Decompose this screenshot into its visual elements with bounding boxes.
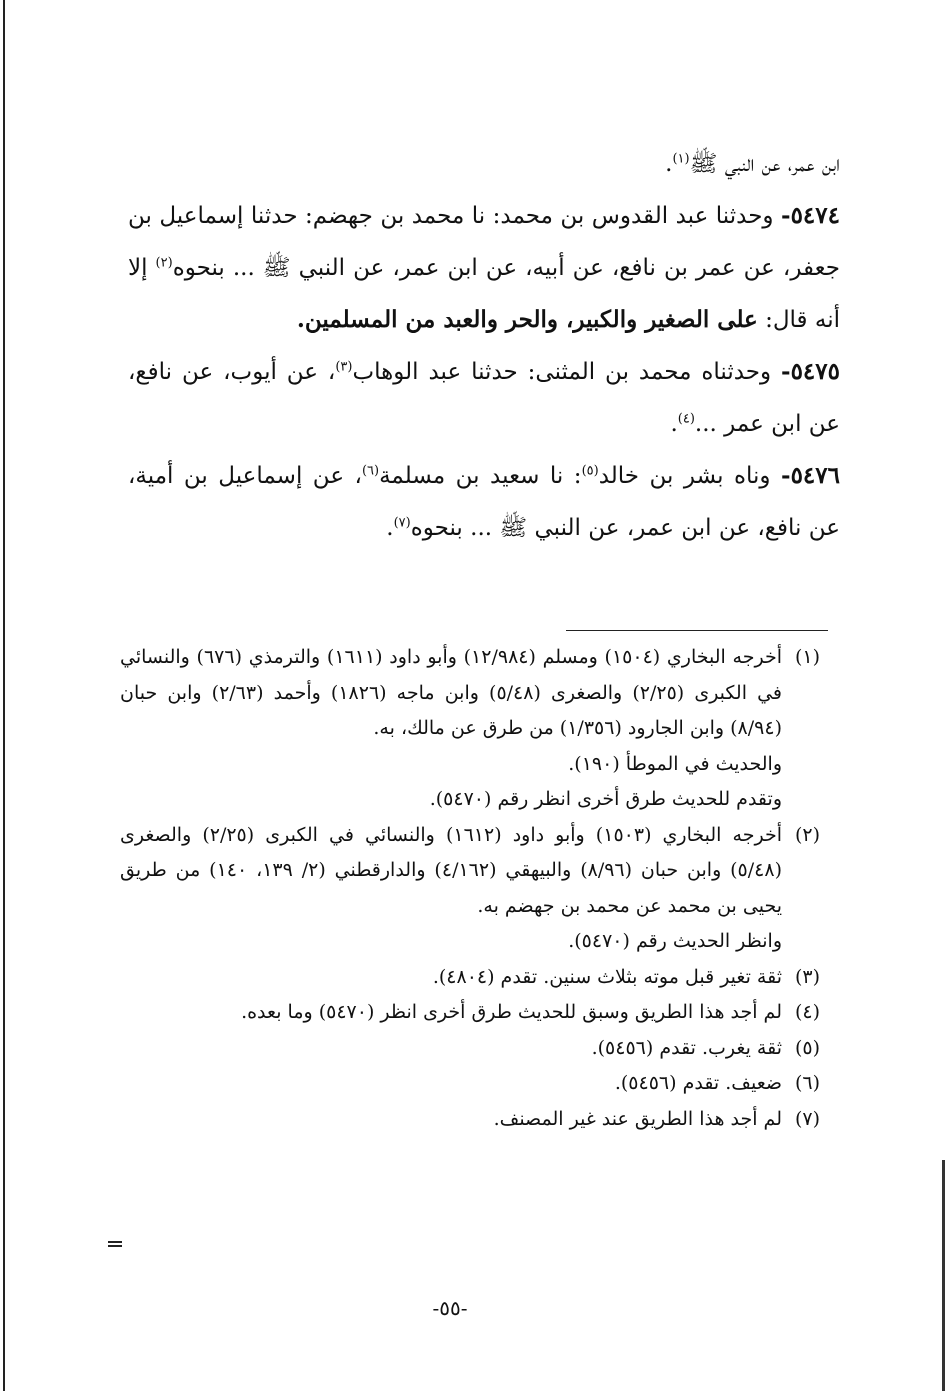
hadith-number: ٥٤٧٥- xyxy=(781,358,840,385)
text-span: ابن عمر، عن النبي ﷺ xyxy=(689,151,840,177)
hadith-text: وحدثنا عبد القدوس بن محمد: نا محمد بن جهضم: حدثنا إسماعيل بن جعفر، عن عمر بن نافع، عن أبيه، عن ابن عمر، عن النبي ﷺ ... بنحوه xyxy=(128,203,840,281)
hadith-text: وحدثناه محمد بن المثنى: حدثنا عبد الوهاب xyxy=(352,359,782,385)
hadith-text: : نا سعيد بن مسلمة xyxy=(379,463,582,489)
footnote-text: وتقدم للحديث طرق أخرى انظر رقم (٥٤٧٠). xyxy=(429,788,782,810)
footnote-text: وانظر الحديث رقم (٥٤٧٠). xyxy=(568,930,782,952)
footnote-text: والحديث في الموطأ (١٩٠). xyxy=(568,752,782,775)
footnote-3 xyxy=(120,960,820,996)
footnote-marker: (٧) xyxy=(794,1107,820,1130)
footnote-text: أخرجه البخاري (١٥٠٤) ومسلم (١٢/٩٨٤) وأبو داود (١٦١١) والترمذي (٦٧٦) والنسائي في الكبرى (٢/٢٥) والصغرى (٥/٤٨) وابن ماجه (١٨٢٦) وأحمد (٢/٦٣) وابن حبان (٨/٩٤) وابن الجارود (١/٣٥٦) من طرق عن مالك، به. xyxy=(120,646,783,739)
footnote-text: أخرجه البخاري (١٥٠٣) وأبو داود (١٦١٢) والنسائي في الكبرى (٢/٢٥) والصغرى (٥/٤٨) وابن حبان (٨/٩٦) والبيهقي (٤/١٦٢) والدارقطني (٢/ ١٣٩، ١٤٠) من طريق يحيى بن محمد عن محمد بن جهضم به. xyxy=(120,823,782,917)
footnote-separator xyxy=(566,630,828,631)
footnotes xyxy=(120,640,820,1137)
footnote-marker: (٢) xyxy=(794,823,820,846)
footnote-ref: (٣) xyxy=(335,359,353,375)
footnote-ref: (١) xyxy=(672,151,690,167)
footnote-ref: (٥) xyxy=(581,463,599,479)
footnote-text: ثقة تغير قبل موته بثلاث سنين. تقدم (٤٨٠٤). xyxy=(432,965,782,988)
footnote-text: لم أجد هذا الطريق وسبق للحديث طرق أخرى انظر (٥٤٧٠) وما بعده. xyxy=(241,1001,782,1023)
footnote-marker: (٥) xyxy=(794,1036,820,1059)
page-number: -٥٥- xyxy=(432,1296,468,1320)
footnote-ref: (٤) xyxy=(677,411,695,427)
hadith-text: ، عن أيوب، عن نافع، عن ابن عمر ... xyxy=(128,359,840,437)
equals-mark xyxy=(108,1241,122,1247)
page-edge-line xyxy=(3,0,5,1391)
footnote-ref: (٦) xyxy=(361,463,380,479)
hadith-5475: ٥٤٧٥- وحدثناه محمد بن المثنى: حدثنا عبد الوهاب$^{(٣)}$، عن أيوب، عن نافع، عن ابن عمر ...$^{(٤)}$. xyxy=(128,358,840,437)
hadith-number: ٥٤٧٦- xyxy=(781,462,840,489)
hadith-text: ، عن إسماعيل بن أمية، عن نافع، عن ابن عمر، عن النبي ﷺ ... بنحوه xyxy=(128,463,840,541)
footnote-marker: (٤) xyxy=(794,1001,820,1023)
hadith-text: وناه بشر بن خالد xyxy=(598,463,782,489)
footnote-text: ثقة يغرب. تقدم (٥٤٥٦). xyxy=(591,1036,782,1059)
footnote-6 xyxy=(120,1066,820,1102)
footnote-marker: (١) xyxy=(794,646,820,668)
footnote-ref: (٧) xyxy=(393,515,411,531)
hadith-5476: ٥٤٧٦- وناه بشر بن خالد$^{(٥)}$: نا سعيد بن مسلمة$^{(٦)}$، عن إسماعيل بن أمية، عن نافع، عن ابن عمر، عن النبي ﷺ ... بنحوه$^{(٧)}$. xyxy=(128,462,840,541)
hadith-5474 xyxy=(128,190,840,346)
footnote-5 xyxy=(120,1031,820,1067)
hadith-bold-text: على الصغير والكبير، والحر والعبد من المسلمين. xyxy=(296,306,758,333)
footnote-text: لم أجد هذا الطريق عند غير المصنف. xyxy=(493,1107,782,1130)
footnote-marker: (٣) xyxy=(794,965,820,988)
main-text xyxy=(128,138,840,554)
hadith-number: ٥٤٧٤- xyxy=(781,202,840,229)
footnote-7 xyxy=(120,1102,820,1138)
text-line: ابن عمر، عن النبي ﷺ$^{(١)}$. xyxy=(665,151,840,177)
hadith-text: إلا أنه قال: xyxy=(128,255,840,333)
page-edge-line xyxy=(942,1160,945,1391)
footnote-4 xyxy=(120,995,820,1031)
footnote-1 xyxy=(120,640,820,818)
footnote-text: ضعيف. تقدم (٥٤٥٦). xyxy=(614,1072,782,1094)
footnote-2 xyxy=(120,818,820,960)
footnote-marker: (٦) xyxy=(794,1072,820,1094)
footnote-ref: (٢) xyxy=(155,255,173,271)
